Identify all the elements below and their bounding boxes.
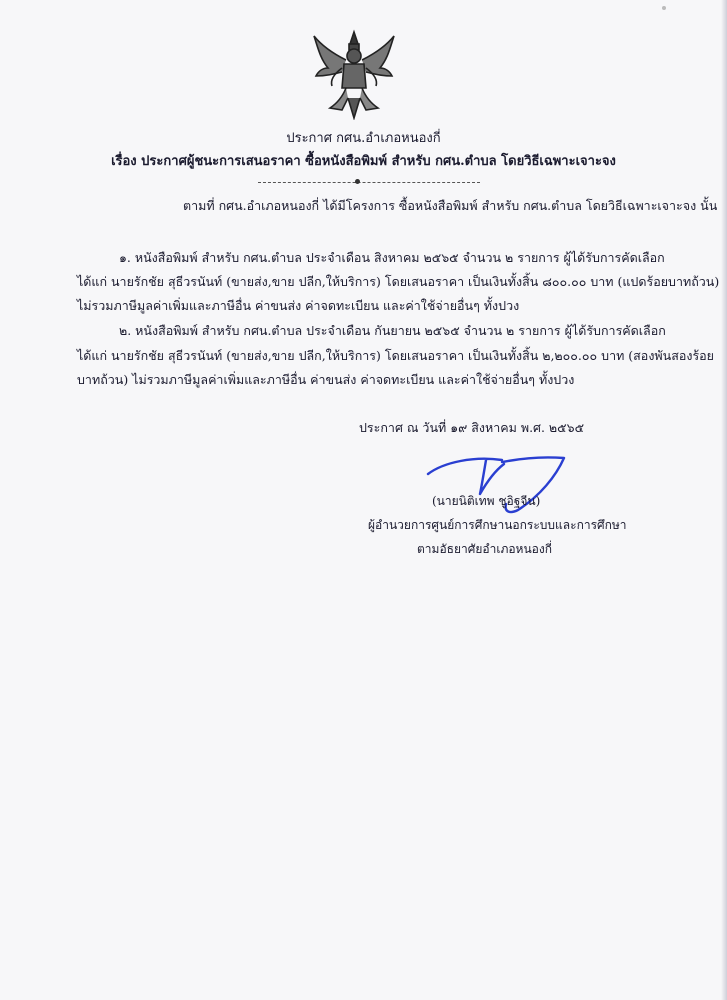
item1-line-3: ไม่รวมภาษีมูลค่าเพิ่มและภาษีอื่น ค่าขนส่ง ค่าจดทะเบียน และค่าใช้จ่ายอื่นๆ ทั้งปวง <box>77 298 520 313</box>
garuda-emblem-icon <box>308 28 400 120</box>
announcement-date: ประกาศ ณ วันที่ ๑๙ สิงหาคม พ.ศ. ๒๕๖๕ <box>359 420 585 435</box>
scan-speck <box>662 6 666 10</box>
item2-line-3: บาทถ้วน) ไม่รวมภาษีมูลค่าเพิ่มและภาษีอื่น ค่าขนส่ง ค่าจดทะเบียน และค่าใช้จ่ายอื่นๆ ทั้งปวง <box>77 372 575 387</box>
intro-paragraph: ตามที่ กศน.อำเภอหนองกี่ ได้มีโครงการ ซื้อหนังสือพิมพ์ สำหรับ กศน.ตำบล โดยวิธีเฉพาะเจาะจง นั้น <box>183 198 718 213</box>
signer-position-line-1: ผู้อำนวยการศูนย์การศึกษานอกระบบและการศึกษา <box>368 518 627 532</box>
item1-line-1: ๑. หนังสือพิมพ์ สำหรับ กศน.ตำบล ประจำเดือน สิงหาคม ๒๕๖๕ จำนวน ๒ รายการ ผู้ได้รับการคัดเลือก <box>119 250 665 265</box>
item2-line-2: ได้แก่ นายรักชัย สุธีวรนันท์ (ขายส่ง,ขาย ปลีก,ให้บริการ) โดยเสนอราคา เป็นเงินทั้งสิ้น ๒,๒๐๐.๐๐ บาท (สองพันสองร้อย <box>77 348 714 363</box>
item1-line-2: ได้แก่ นายรักชัย สุธีวรนันท์ (ขายส่ง,ขาย ปลีก,ให้บริการ) โดยเสนอราคา เป็นเงินทั้งสิ้น ๘๐๐.๐๐ บาท (แปดร้อยบาทถ้วน) <box>77 274 720 289</box>
divider-dot <box>355 179 360 184</box>
signer-name: (นายนิติเทพ ชูอิฐจีน) <box>432 494 541 508</box>
item2-line-1: ๒. หนังสือพิมพ์ สำหรับ กศน.ตำบล ประจำเดือน กันยายน ๒๕๖๕ จำนวน ๒ รายการ ผู้ได้รับการคัดเลือก <box>119 323 666 338</box>
announcement-title: ประกาศ กศน.อำเภอหนองกี่ <box>286 131 441 146</box>
announcement-subject: เรื่อง ประกาศผู้ชนะการเสนอราคา ซื้อหนังสือพิมพ์ สำหรับ กศน.ตำบล โดยวิธีเฉพาะเจาะจง <box>111 154 616 169</box>
signer-position-line-2: ตามอัธยาศัยอำเภอหนองกี่ <box>417 542 552 556</box>
divider-line <box>258 182 480 183</box>
